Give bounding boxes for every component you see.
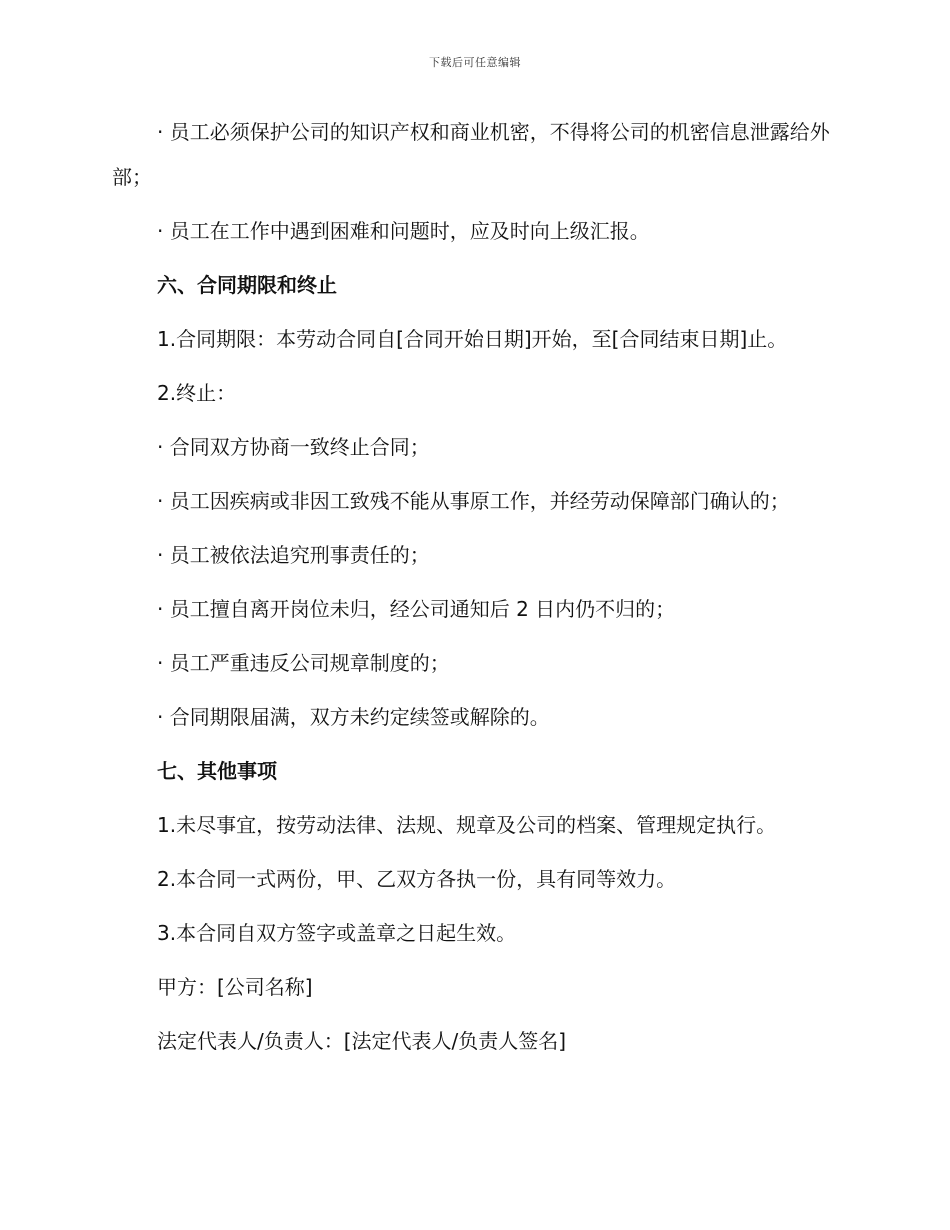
clause-ip-confidentiality: · 员工必须保护公司的知识产权和商业机密，不得将公司的机密信息泄露给外部；	[112, 120, 830, 189]
section-heading-other-matters: 七、其他事项	[157, 759, 277, 783]
page-header: 下载后可任意编辑	[429, 56, 521, 69]
clause-contract-term: 1.合同期限：本劳动合同自[合同开始日期]开始，至[合同结束日期]止。	[157, 327, 788, 351]
clause-report-issues: · 员工在工作中遇到困难和问题时，应及时向上级汇报。	[157, 219, 650, 243]
termination-item-absence: · 员工擅自离开岗位未归，经公司通知后 2 日内仍不归的；	[157, 597, 676, 621]
clause-termination-label: 2.终止：	[157, 381, 237, 405]
termination-item-illness: · 员工因疾病或非因工致残不能从事原工作，并经劳动保障部门确认的；	[157, 489, 790, 513]
document-body	[112, 110, 832, 1073]
clause-effective: 3.本合同自双方签字或盖章之日起生效。	[157, 921, 517, 945]
party-a-line: 甲方：[公司名称]	[157, 975, 313, 999]
section-heading-term-termination: 六、合同期限和终止	[157, 273, 337, 297]
clause-unresolved-matters: 1.未尽事宜，按劳动法律、法规、规章及公司的档案、管理规定执行。	[157, 813, 777, 837]
termination-item-mutual: · 合同双方协商一致终止合同；	[157, 435, 430, 459]
termination-item-criminal: · 员工被依法追究刑事责任的；	[157, 543, 430, 567]
termination-item-violation: · 员工严重违反公司规章制度的；	[157, 651, 450, 675]
clause-copies: 2.本合同一式两份，甲、乙双方各执一份，具有同等效力。	[157, 867, 677, 891]
termination-item-expiry: · 合同期限届满，双方未约定续签或解除的。	[157, 705, 550, 729]
legal-representative-line: 法定代表人/负责人：[法定代表人/负责人签名]	[157, 1029, 567, 1053]
